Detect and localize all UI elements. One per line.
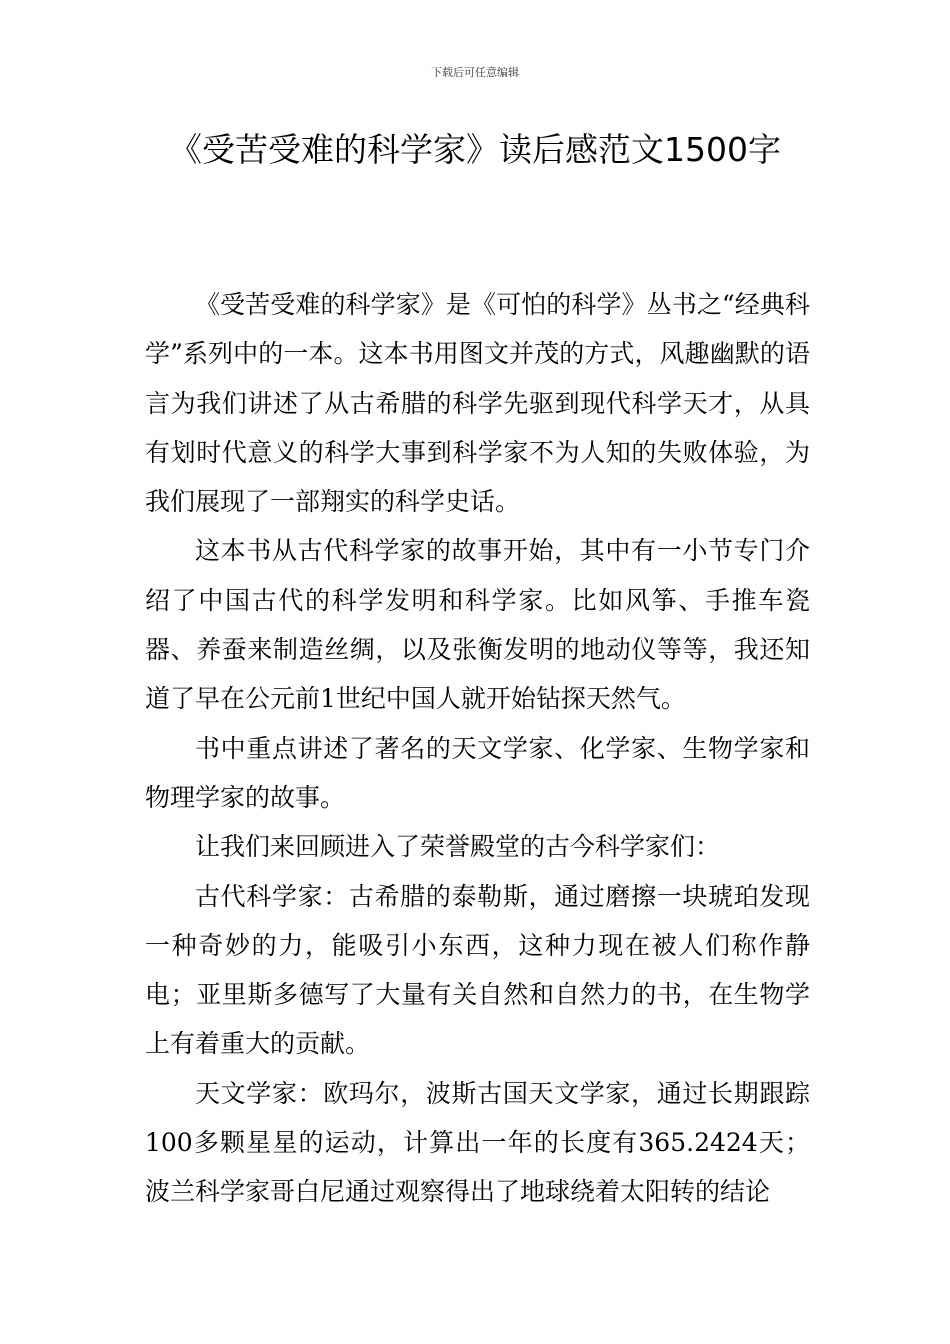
paragraph-astronomers: 天文学家：欧玛尔，波斯古国天文学家，通过长期跟踪100多颗星星的运动，计算出一年的长度有365.2424天；波兰科学家哥白尼通过观察得出了地球绕着太阳转的结论 <box>145 1078 810 1207</box>
paragraph-focus: 书中重点讲述了著名的天文学家、化学家、生物学家和物理学家的故事。 <box>145 733 810 812</box>
paragraph-review: 让我们来回顾进入了荣誉殿堂的古今科学家们： <box>195 832 721 862</box>
page-header-note: 下载后可任意编辑 <box>431 66 519 79</box>
document-title: 《受苦受难的科学家》读后感范文1500字 <box>169 130 781 169</box>
document-body <box>145 280 810 1217</box>
paragraph-intro: 《受苦受难的科学家》是《可怕的科学》丛书之“经典科学”系列中的一本。这本书用图文并茂的方式，风趣幽默的语言为我们讲述了从古希腊的科学先驱到现代科学天才，从具有划时代意义的科学大事到科学家不为人知的失败体验，为我们展现了一部翔实的科学史话。 <box>145 290 810 517</box>
paragraph-ancient-china: 这本书从古代科学家的故事开始，其中有一小节专门介绍了中国古代的科学发明和科学家。比如风筝、手推车瓷器、养蚕来制造丝绸，以及张衡发明的地动仪等等，我还知道了早在公元前1世纪中国人就开始钻探天然气。 <box>145 536 810 714</box>
paragraph-ancient-scientists: 古代科学家：古希腊的泰勒斯，通过磨擦一块琥珀发现一种奇妙的力，能吸引小东西，这种力现在被人们称作静电；亚里斯多德写了大量有关自然和自然力的书，在生物学上有着重大的贡献。 <box>145 881 810 1059</box>
